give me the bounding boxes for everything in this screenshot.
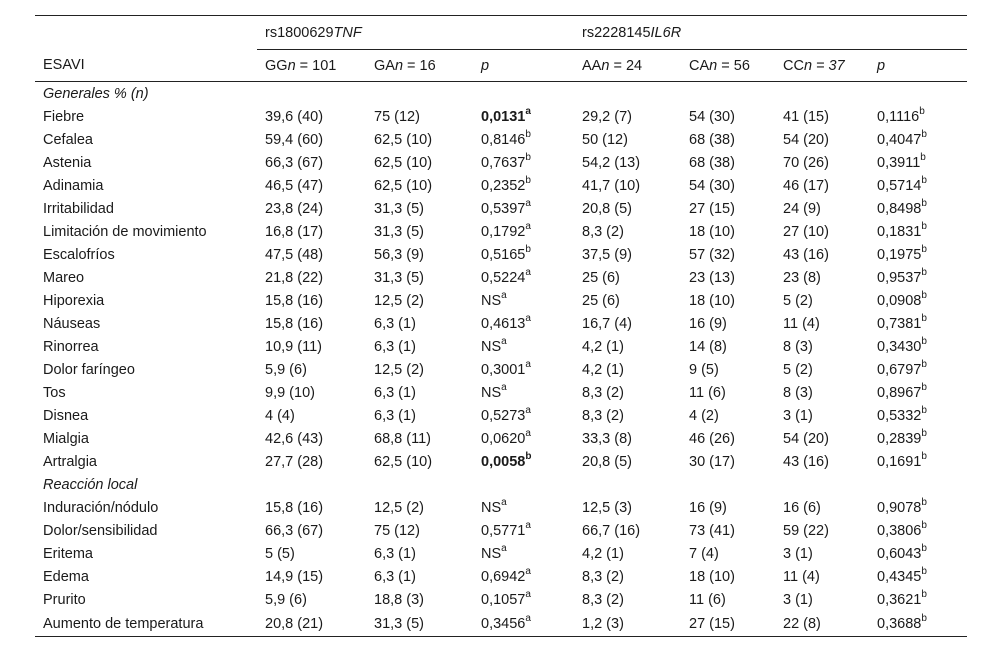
table-row [35, 496, 967, 519]
cell-ca: 18 (10) [689, 292, 735, 309]
cell-cc: 16 (6) [783, 499, 821, 516]
symptom-label: Prurito [43, 591, 86, 608]
symptom-label: Induración/nódulo [43, 499, 159, 516]
cell-ca: 57 (32) [689, 246, 735, 263]
cell-cc: 41 (15) [783, 108, 829, 125]
cell-cc: 43 (16) [783, 453, 829, 470]
cell-cc: 43 (16) [783, 246, 829, 263]
table-row [35, 105, 967, 128]
table-row [35, 174, 967, 197]
p-value-il6r: 0,9078$^b$ [877, 496, 927, 516]
p-value-il6r: 0,4345$^b$ [877, 565, 927, 585]
col-aa-header: AAn = 24 [574, 50, 681, 82]
table-row [35, 611, 967, 637]
symptom-label: Tos [43, 384, 66, 401]
cell-gg: 16,8 (17) [265, 223, 324, 240]
symptom-label: Cefalea [43, 131, 93, 148]
cell-ga: 31,3 (5) [374, 269, 424, 286]
cell-aa: 20,8 (5) [582, 200, 632, 217]
p-value-tnf: 0,5165$^b$ [481, 243, 531, 263]
cell-cc: 23 (8) [783, 269, 821, 286]
symptom-label: Fiebre [43, 108, 85, 125]
p-value-tnf: 0,3456$^a$ [473, 611, 574, 637]
cell-gg: 66,3 (67) [265, 522, 324, 539]
empty-cell [35, 16, 257, 50]
col-p-tnf-header: p [473, 50, 574, 82]
col-gg-header: GGn = 101 [257, 50, 366, 82]
col-ga-header: GAn = 16 [366, 50, 473, 82]
cell-ca: 68 (38) [689, 154, 735, 171]
cell-gg: 66,3 (67) [265, 154, 324, 171]
p-value-il6r: 0,8967$^b$ [877, 381, 927, 401]
cell-gg: 47,5 (48) [265, 246, 324, 263]
cell-ca: 30 (17) [689, 453, 735, 470]
cell-cc: 8 (3) [783, 384, 813, 401]
table-row [35, 312, 967, 335]
cell-ca: 16 (9) [689, 499, 727, 516]
p-value-il6r: 0,6043$^b$ [877, 542, 927, 562]
p-value-tnf: 0,0058$^b$ [481, 450, 532, 470]
cell-aa: 8,3 (2) [582, 591, 624, 608]
cell-ga: 6,3 (1) [374, 338, 416, 355]
cell-ga: 62,5 (10) [374, 131, 433, 148]
cell-gg: 5,9 (6) [265, 361, 307, 378]
cell-aa: 66,7 (16) [582, 522, 641, 539]
symptom-label: Irritabilidad [43, 200, 114, 217]
cell-ga: 62,5 (10) [374, 177, 433, 194]
cell-gg: 23,8 (24) [265, 200, 324, 217]
table-row [35, 450, 967, 473]
symptom-label: Hiporexia [43, 292, 105, 309]
cell-gg: 20,8 (21) [257, 611, 366, 637]
table-row [35, 128, 967, 151]
cell-aa: 16,7 (4) [582, 315, 632, 332]
p-value-il6r: 0,9537$^b$ [877, 266, 927, 286]
cell-aa: 29,2 (7) [582, 108, 632, 125]
table-row [35, 358, 967, 381]
cell-ca: 7 (4) [689, 545, 719, 562]
snp-id: rs2228145 [582, 24, 651, 41]
col-cc-header: CCn = 37 [775, 50, 869, 82]
cell-gg: 42,6 (43) [265, 430, 324, 447]
p-value-tnf: 0,5273$^a$ [481, 404, 531, 424]
p-value-il6r: 0,1691$^b$ [877, 450, 927, 470]
symptom-label: Limitación de movimiento [43, 223, 207, 240]
cell-ca: 11 (6) [689, 384, 726, 401]
cell-gg: 5,9 (6) [265, 591, 307, 608]
cell-aa: 1,2 (3) [574, 611, 681, 637]
p-value-tnf: 0,1057$^a$ [481, 588, 531, 608]
table-row [35, 151, 967, 174]
table-row [35, 542, 967, 565]
cell-ca: 18 (10) [689, 223, 735, 240]
cell-ca: 4 (2) [689, 407, 719, 424]
cell-cc: 22 (8) [775, 611, 869, 637]
symptom-label: Rinorrea [43, 338, 99, 355]
cell-ca: 54 (30) [689, 108, 735, 125]
cell-aa: 8,3 (2) [582, 407, 624, 424]
cell-cc: 11 (4) [783, 568, 820, 585]
p-value-tnf: 0,4613$^a$ [481, 312, 531, 332]
col-ca-header: CAn = 56 [681, 50, 775, 82]
p-value-tnf: 0,5224$^a$ [481, 266, 531, 286]
p-value-il6r: 0,5332$^b$ [877, 404, 927, 424]
p-value-tnf: $NS^a$ [481, 335, 507, 355]
p-value-il6r: 0,3806$^b$ [877, 519, 927, 539]
p-value-il6r: 0,3911$^b$ [877, 151, 926, 171]
p-value-tnf: 0,0620$^a$ [481, 427, 531, 447]
p-value-il6r: 0,5714$^b$ [877, 174, 927, 194]
table-row [35, 519, 967, 542]
table-row [35, 381, 967, 404]
cell-cc: 27 (10) [783, 223, 829, 240]
cell-cc: 3 (1) [783, 545, 813, 562]
col-p-il6r-header: p [869, 50, 967, 82]
cell-ga: 62,5 (10) [374, 453, 433, 470]
p-value-tnf: 0,0131$^a$ [481, 105, 531, 125]
cell-ga: 31,3 (5) [374, 223, 424, 240]
cell-cc: 24 (9) [783, 200, 821, 217]
table-row [35, 427, 967, 450]
cell-aa: 8,3 (2) [582, 568, 624, 585]
cell-ga: 62,5 (10) [374, 154, 433, 171]
cell-gg: 15,8 (16) [265, 315, 324, 332]
cell-ga: 18,8 (3) [374, 591, 424, 608]
cell-ca: 23 (13) [689, 269, 735, 286]
section-title: Reacción local [43, 476, 138, 493]
p-value-il6r: 0,7381$^b$ [877, 312, 927, 332]
cell-cc: 3 (1) [783, 591, 813, 608]
cell-ga: 68,8 (11) [374, 430, 431, 447]
p-value-tnf: 0,3001$^a$ [481, 358, 531, 378]
cell-gg: 59,4 (60) [265, 131, 324, 148]
cell-aa: 12,5 (3) [582, 499, 632, 516]
p-value-tnf: 0,5771$^a$ [481, 519, 531, 539]
p-value-il6r: 0,0908$^b$ [877, 289, 927, 309]
cell-gg: 10,9 (11) [265, 338, 322, 355]
symptom-label: Mialgia [43, 430, 89, 447]
p-value-il6r: 0,1975$^b$ [877, 243, 927, 263]
p-value-tnf: 0,2352$^b$ [481, 174, 531, 194]
p-value-il6r: 0,2839$^b$ [877, 427, 927, 447]
cell-ca: 73 (41) [689, 522, 735, 539]
cell-aa: 4,2 (1) [582, 361, 624, 378]
cell-ga: 12,5 (2) [374, 499, 424, 516]
p-value-tnf: $NS^a$ [481, 289, 507, 309]
table-row [35, 565, 967, 588]
cell-aa: 37,5 (9) [582, 246, 632, 263]
symptom-label: Dolor/sensibilidad [43, 522, 158, 539]
table-row [35, 588, 967, 611]
p-value-il6r: 0,3688$^b$ [869, 611, 967, 637]
p-value-tnf: 0,6942$^a$ [481, 565, 531, 585]
gene-name: IL6R [650, 24, 682, 41]
cell-ga: 6,3 (1) [374, 315, 416, 332]
cell-aa: 4,2 (1) [582, 545, 624, 562]
cell-aa: 33,3 (8) [582, 430, 632, 447]
cell-ga: 75 (12) [374, 108, 420, 125]
cell-cc: 54 (20) [783, 131, 829, 148]
cell-ga: 75 (12) [374, 522, 420, 539]
table-row [35, 404, 967, 427]
p-value-tnf: 0,5397$^a$ [481, 197, 531, 217]
cell-gg: 4 (4) [265, 407, 295, 424]
symptom-label: Mareo [43, 269, 85, 286]
cell-ca: 27 (15) [689, 200, 735, 217]
p-value-il6r: 0,6797$^b$ [877, 358, 927, 378]
cell-gg: 15,8 (16) [265, 292, 324, 309]
cell-cc: 46 (17) [783, 177, 829, 194]
section-header-row [35, 473, 967, 496]
p-value-tnf: $NS^a$ [481, 496, 507, 516]
cell-ga: 31,3 (5) [374, 200, 424, 217]
p-value-tnf: 0,1792$^a$ [481, 220, 531, 240]
cell-gg: 5 (5) [265, 545, 295, 562]
cell-ca: 18 (10) [689, 568, 735, 585]
cell-ga: 31,3 (5) [366, 611, 473, 637]
cell-ca: 16 (9) [689, 315, 727, 332]
table-row [35, 220, 967, 243]
snp-tnf-header [257, 16, 574, 50]
p-value-tnf: 0,7637$^b$ [481, 151, 531, 171]
p-value-il6r: 0,3430$^b$ [877, 335, 927, 355]
symptom-label: Astenia [43, 154, 92, 171]
cell-aa: 4,2 (1) [582, 338, 624, 355]
p-value-tnf: $NS^a$ [481, 381, 507, 401]
p-value-il6r: 0,4047$^b$ [877, 128, 927, 148]
p-value-tnf: $NS^a$ [481, 542, 507, 562]
cell-aa: 8,3 (2) [582, 384, 624, 401]
cell-ga: 12,5 (2) [374, 292, 424, 309]
cell-aa: 20,8 (5) [582, 453, 632, 470]
esavi-header: ESAVI [35, 50, 257, 82]
cell-cc: 5 (2) [783, 292, 813, 309]
symptom-label: Artralgia [43, 453, 97, 470]
cell-ca: 9 (5) [689, 361, 719, 378]
cell-gg: 39,6 (40) [265, 108, 324, 125]
cell-gg: 9,9 (10) [265, 384, 315, 401]
cell-cc: 70 (26) [783, 154, 829, 171]
cell-cc: 8 (3) [783, 338, 813, 355]
symptom-label: Edema [43, 568, 89, 585]
cell-aa: 25 (6) [582, 269, 620, 286]
cell-ga: 56,3 (9) [374, 246, 424, 263]
symptom-label: Adinamia [43, 177, 104, 194]
snp-il6r-header [574, 16, 967, 50]
cell-cc: 54 (20) [783, 430, 829, 447]
table-row [35, 243, 967, 266]
cell-aa: 54,2 (13) [582, 154, 641, 171]
symptom-label: Aumento de temperatura [35, 611, 257, 637]
symptom-label: Escalofríos [43, 246, 115, 263]
symptom-label: Disnea [43, 407, 89, 424]
p-value-il6r: 0,8498$^b$ [877, 197, 927, 217]
p-value-tnf: 0,8146$^b$ [481, 128, 531, 148]
cell-ga: 12,5 (2) [374, 361, 424, 378]
section-title: Generales % (n) [43, 85, 149, 102]
cell-ca: 68 (38) [689, 131, 735, 148]
cell-ca: 54 (30) [689, 177, 735, 194]
table-row [35, 266, 967, 289]
cell-ga: 6,3 (1) [374, 568, 416, 585]
cell-gg: 15,8 (16) [265, 499, 324, 516]
cell-ga: 6,3 (1) [374, 545, 416, 562]
p-value-il6r: 0,3621$^b$ [877, 588, 927, 608]
p-value-il6r: 0,1831$^b$ [877, 220, 927, 240]
symptom-label: Eritema [43, 545, 93, 562]
p-value-il6r: 0,1116$^b$ [877, 105, 925, 125]
cell-ga: 6,3 (1) [374, 384, 416, 401]
table-row [35, 197, 967, 220]
cell-aa: 25 (6) [582, 292, 620, 309]
column-header-row [35, 50, 967, 82]
cell-aa: 50 (12) [582, 131, 628, 148]
cell-cc: 59 (22) [783, 522, 829, 539]
cell-ca: 27 (15) [681, 611, 775, 637]
table-row [35, 335, 967, 358]
cell-gg: 21,8 (22) [265, 269, 324, 286]
cell-cc: 5 (2) [783, 361, 813, 378]
snp-id: rs1800629 [265, 24, 334, 41]
cell-ca: 46 (26) [689, 430, 735, 447]
cell-gg: 46,5 (47) [265, 177, 324, 194]
esavi-genotype-table [35, 15, 967, 637]
table-row [35, 289, 967, 312]
cell-gg: 14,9 (15) [265, 568, 324, 585]
symptom-label: Dolor faríngeo [43, 361, 135, 378]
gene-name: TNF [333, 24, 362, 41]
cell-ca: 14 (8) [689, 338, 727, 355]
symptom-label: Náuseas [43, 315, 101, 332]
section-header-row [35, 82, 967, 106]
cell-cc: 3 (1) [783, 407, 813, 424]
cell-ga: 6,3 (1) [374, 407, 416, 424]
group-header-row [35, 16, 967, 50]
cell-aa: 41,7 (10) [582, 177, 641, 194]
cell-ca: 11 (6) [689, 591, 726, 608]
cell-gg: 27,7 (28) [265, 453, 324, 470]
cell-aa: 8,3 (2) [582, 223, 624, 240]
cell-cc: 11 (4) [783, 315, 820, 332]
